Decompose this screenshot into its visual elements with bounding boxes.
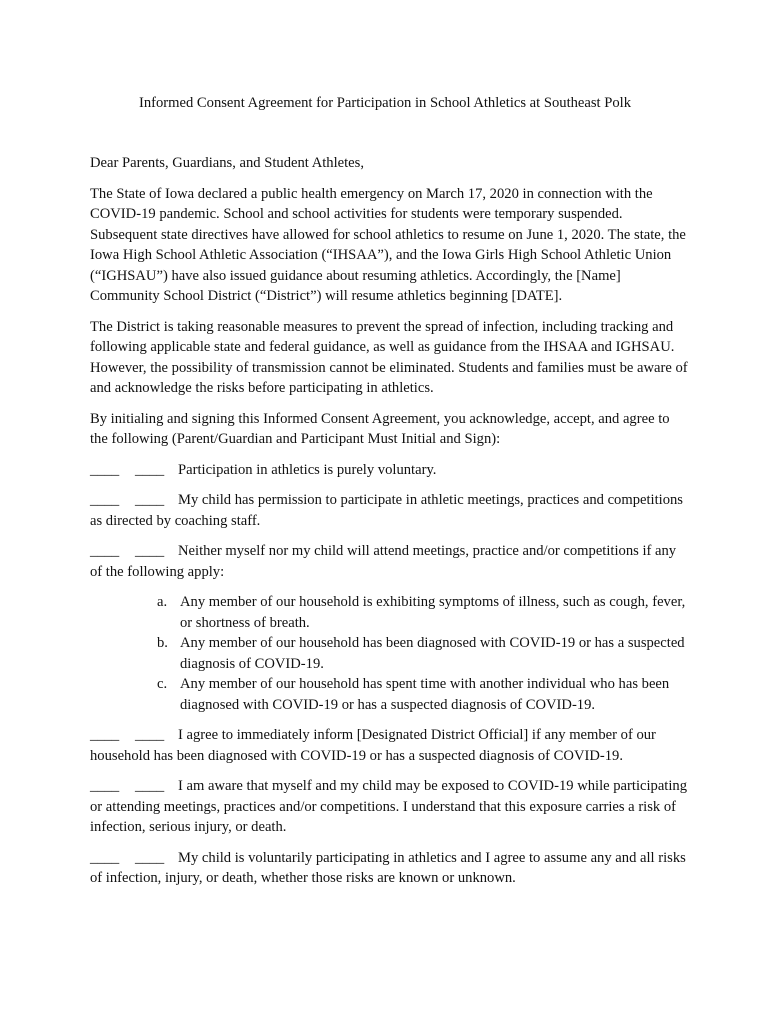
initial-item-text: I agree to immediately inform [Designated District Official] if any member of our household has been diagnosed with COVID-19 or has a suspected diagnosis of COVID-19. [90, 727, 656, 764]
initial-item-voluntary [90, 460, 690, 481]
participant-initial-blank[interactable]: ____ [135, 778, 165, 794]
condition-text: Any member of our household has been diagnosed with COVID-19 or has a suspected diagnosis of COVID-19. [180, 635, 685, 672]
initial-item-attendance [90, 541, 690, 582]
initial-item-permission [90, 490, 690, 531]
parent-initial-blank[interactable]: ____ [90, 461, 120, 478]
participant-initial-blank[interactable]: ____ [135, 727, 165, 743]
condition-text: Any member of our household has spent time with another individual who has been diagnosed with COVID-19 or has a suspected diagnosis of COVID-19. [180, 676, 670, 713]
salutation: Dear Parents, Guardians, and Student Athletes, [90, 155, 364, 171]
participant-initial-blank[interactable]: ____ [135, 543, 165, 559]
parent-initial-blank[interactable]: ____ [90, 778, 120, 794]
document-body [90, 153, 690, 899]
condition-marker: b. [157, 635, 168, 651]
initial-item-text: Participation in athletics is purely voluntary. [178, 461, 437, 478]
initial-item-assume-risk [90, 848, 690, 889]
participant-initial-blank[interactable]: ____ [135, 492, 165, 508]
condition-marker: a. [157, 594, 168, 610]
condition-marker: c. [157, 676, 168, 692]
initial-item-inform [90, 725, 690, 766]
acknowledge-paragraph: By initialing and signing this Informed Consent Agreement, you acknowledge, accept, and agree to the following (Parent/Guardian and Participant Must Initial and Sign): [90, 410, 670, 447]
parent-initial-blank[interactable]: ____ [90, 492, 120, 508]
participant-initial-blank[interactable]: ____ [135, 849, 165, 866]
condition-text: Any member of our household is exhibiting symptoms of illness, such as cough, fever, or shortness of breath. [180, 594, 686, 631]
parent-initial-blank[interactable]: ____ [90, 543, 120, 559]
intro-paragraph: The State of Iowa declared a public health emergency on March 17, 2020 in connection with the COVID-19 pandemic. School and school activities for students were temporary suspended. Subsequent state directives have allowed for school athletics to resume on June 1, 2020. The state, the Iowa High School Athletic Association (“IHSAA”), and the Iowa Girls High School Athletic Union (“IGHSAU”) have also issued guidance about resuming athletics. Accordingly, the [Name] Community School District (“District”) will resume athletics beginning [DATE]. [90, 185, 686, 304]
condition-item [90, 674, 690, 715]
initial-item-text: I am aware that myself and my child may be exposed to COVID-19 while participating or attending meetings, practices and/or competitions. I understand that this exposure carries a risk of infection, serious injury, or death. [90, 778, 688, 835]
initial-item-exposure [90, 776, 690, 838]
condition-item [90, 633, 690, 674]
initial-item-text: My child has permission to participate in athletic meetings, practices and competitions as directed by coaching staff. [90, 492, 683, 529]
conditions-list [90, 592, 690, 715]
initial-item-text: Neither myself nor my child will attend meetings, practice and/or competitions if any of the following apply: [90, 543, 677, 580]
parent-initial-blank[interactable]: ____ [90, 849, 120, 866]
measures-paragraph: The District is taking reasonable measures to prevent the spread of infection, including tracking and following applicable state and federal guidance, as well as guidance from the IHSAA and IGHSAU. However, the possibility of transmission cannot be eliminated. Students and families must be aware of and acknowledge the risks before participating in athletics. [90, 318, 688, 396]
initial-item-text: My child is voluntarily participating in athletics and I agree to assume any and all risks of infection, injury, or death, whether those risks are known or unknown. [90, 849, 686, 886]
condition-item [90, 592, 690, 633]
participant-initial-blank[interactable]: ____ [135, 461, 165, 478]
parent-initial-blank[interactable]: ____ [90, 727, 120, 743]
document-title: Informed Consent Agreement for Participation in School Athletics at Southeast Polk [138, 95, 632, 111]
